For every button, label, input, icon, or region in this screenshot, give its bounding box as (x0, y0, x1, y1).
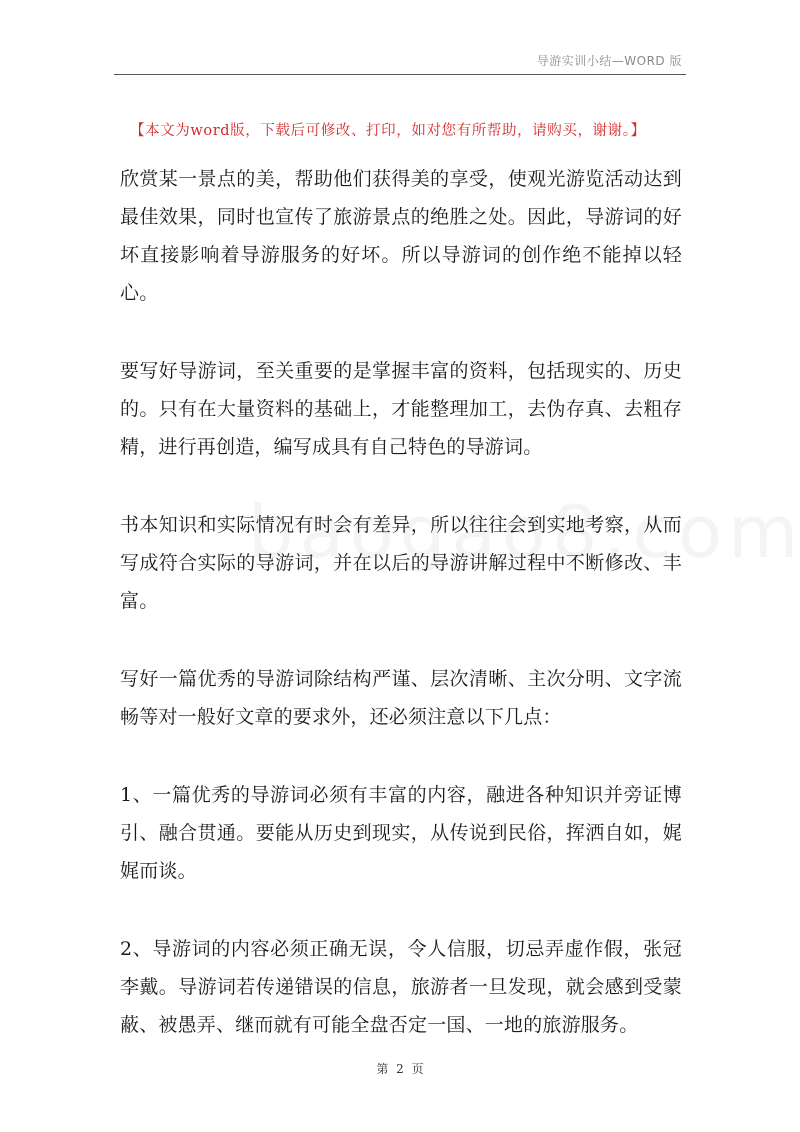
page-footer (0, 1060, 800, 1077)
paragraph-3: 书本知识和实际情况有时会有差异，所以往往会到实地考察，从而写成符合实际的导游词，并在以后的导游讲解过程中不断修改、丰富。 (120, 514, 682, 612)
header-divider (114, 74, 686, 75)
header-title: 导游实训小结—WORD 版 (536, 54, 682, 68)
paragraph-6: 2、导游词的内容必须正确无误，令人信服，切忌弄虚作假，张冠李戴。导游词若传递错误的信息，旅游者一旦发现，就会感到受蒙蔽、被愚弄、继而就有可能全盘否定一国、一地的旅游服务。 (120, 938, 682, 1036)
page-prefix: 第 (376, 1062, 389, 1076)
page-number: 2 (396, 1062, 404, 1076)
paragraph-5: 1、一篇优秀的导游词必须有丰富的内容，融进各种知识并旁证博引、融合贯通。要能从历史到现实，从传说到民俗，挥洒自如，娓娓而谈。 (120, 784, 682, 882)
paragraph-1: 欣赏某一景点的美，帮助他们获得美的享受，使观光游览活动达到最佳效果，同时也宣传了旅游景点的绝胜之处。因此，导游词的好坏直接影响着导游服务的好坏。所以导游词的创作绝不能掉以轻心。 (120, 168, 682, 304)
document-body (120, 160, 682, 1084)
paragraph-4: 写好一篇优秀的导游词除结构严谨、层次清晰、主次分明、文字流畅等对一般好文章的要求外，还必须注意以下几点： (120, 668, 682, 728)
page-suffix: 页 (411, 1062, 424, 1076)
paragraph-2: 要写好导游词，至关重要的是掌握丰富的资料，包括现实的、历史的。只有在大量资料的基础上，才能整理加工，去伪存真、去粗存精，进行再创造，编写成具有自己特色的导游词。 (120, 360, 682, 458)
purchase-notice: 【本文为word版，下载后可修改、打印，如对您有所帮助，请购买，谢谢。】 (130, 123, 646, 139)
